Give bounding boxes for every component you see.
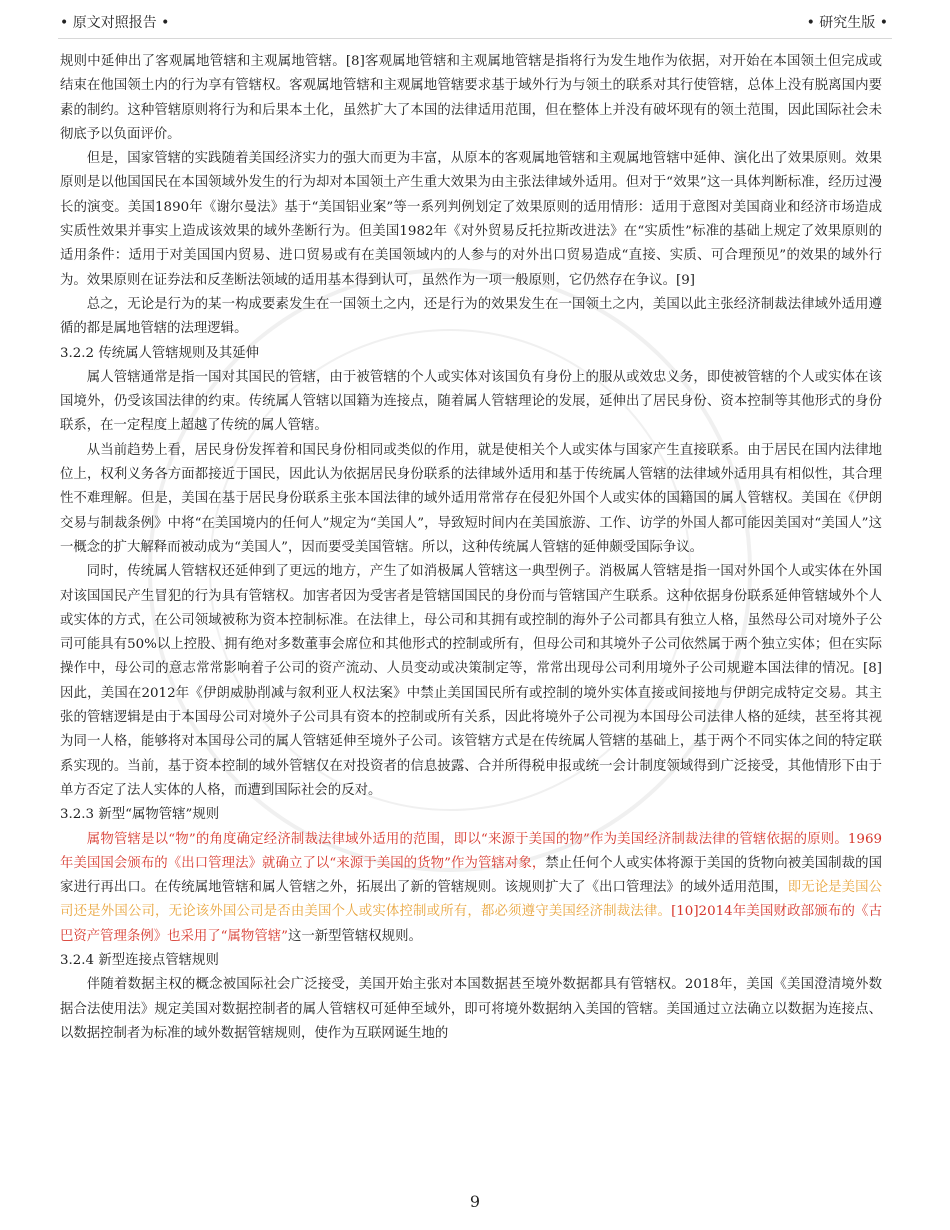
paragraph-highlighted (60, 828, 882, 949)
header-divider (58, 38, 892, 39)
report-header-left: • 原文对照报告 • (60, 15, 170, 31)
paragraph: 伴随着数据主权的概念被国际社会广泛接受，美国开始主张对本国数据甚至境外数据都具有管辖权。2018年，美国《美国澄清境外数据合法使用法》规定美国对数据控制者的属人管辖权可延伸至域外，即可将境外数据纳入美国的管辖。美国通过立法确立以数据为连接点、以数据控制者为标准的域外数据管辖规则，使作为互联网诞生地的 (60, 977, 882, 1041)
paragraph: 规则中延伸出了客观属地管辖和主观属地管辖。[8]客观属地管辖和主观属地管辖是指将行为发生地作为依据，对开始在本国领土但完成或结束在他国领土内的行为享有管辖权。客观属地管辖和主观属地管辖要求基于域外行为与领土的联系对其行使管辖，总体上没有脱离国内要素的制约。这种管辖原则将行为和后果本土化，虽然扩大了本国的法律适用范围，但在整体上并没有破坏现有的领土范围，因此国际社会未彻底予以负面评价。 (60, 54, 882, 142)
section-heading-3-2-2: 3.2.2 传统属人管辖规则及其延伸 (60, 345, 260, 361)
paragraph: 总之，无论是行为的某一构成要素发生在一国领土之内，还是行为的效果发生在一国领土之内，美国以此主张经济制裁法律域外适用遵循的都是属地管辖的法理逻辑。 (60, 296, 882, 337)
paragraph: 同时，传统属人管辖权还延伸到了更远的地方，产生了如消极属人管辖这一典型例子。消极属人管辖是指一国对外国个人或实体在外国对该国国民产生冒犯的行为具有管辖权。加害者因为受害者是管辖国国民的身份而与管辖国产生联系。这种依据身份联系延伸管辖域外个人或实体的方式，在公司领域被称为资本控制标准。在法律上，母公司和其拥有或控制的海外子公司都具有独立人格，虽然母公司对境外子公司可能具有50%以上控股、拥有绝对多数董事会席位和其他形式的控制或所有，但母公司和其境外子公司依然属于两个独立实体；但在实际操作中，母公司的意志常常影响着子公司的资产流动、人员变动或决策制定等，常常出现母公司利用境外子公司规避本国法律的情况。[8]因此，美国在2012年《伊朗威胁削减与叙利亚人权法案》中禁止美国国民所有或控制的境外实体直接或间接地与伊朗完成特定交易。其主张的管辖逻辑是由于本国母公司对境外子公司具有资本的控制或所有关系，因此将境外子公司视为本国母公司法律人格的延续，甚至将其视为同一人格，能够将对本国母公司的属人管辖延伸至境外子公司。该管辖方式是在传统属人管辖的基础上，基于两个不同实体之间的特定联系实现的。当前，基于资本控制的域外管辖仅在对投资者的信息披露、合并所得税申报或统一会计制度领域得到广泛接受，其他情形下由于单方否定了法人实体的人格，而遭到国际社会的反对。 (60, 564, 882, 798)
section-heading-3-2-4: 3.2.4 新型连接点管辖规则 (60, 952, 219, 968)
paragraph: 从当前趋势上看，居民身份发挥着和国民身份相同或类似的作用，就是使相关个人或实体与国家产生直接联系。由于居民在国内法律地位上，权利义务各方面都接近于国民，因此认为依据居民身份联系的法律域外适用和基于传统属人管辖的法律域外适用具有相似性，其合理性不难理解。但是，美国在基于居民身份联系主张本国法律的域外适用常常存在侵犯外国个人或实体的国籍国的属人管辖权。美国在《伊朗交易与制裁条例》中将“在美国境内的任何人”规定为“美国人”，导致短时间内在美国旅游、工作、访学的外国人都可能因美国对“美国人”这一概念的扩大解释而被动成为“美国人”，因而要受美国管辖。所以，这种传统属人管辖的延伸颇受国际争议。 (60, 442, 882, 555)
paragraph: 但是，国家管辖的实践随着美国经济实力的强大而更为丰富，从原本的客观属地管辖和主观属地管辖中延伸、演化出了效果原则。效果原则是以他国国民在本国领域外发生的行为却对本国领土产生重大效果为由主张法律域外适用。但对于“效果”这一具体判断标准，经历过漫长的演变。美国1890年《谢尔曼法》基于“美国铝业案”等一系列判例划定了效果原则的适用情形：适用于意图对美国商业和经济市场造成实质性效果并事实上造成该效果的域外垄断行为。但美国1982年《对外贸易反托拉斯改进法》在“实质性”标准的基础上规定了效果原则的适用条件：适用于对美国国内贸易、进口贸易或有在美国领域内的人参与的对外出口贸易造成“直接、实质、可合理预见”的效果的域外行为。效果原则在证券法和反垄断法领域的适用基本得到认可，虽然作为一项一般原则，它仍然存在争议。[9] (60, 151, 882, 288)
page-number: 9 (469, 1192, 481, 1211)
highlight-orange-text: 即无论是美国公司还是外国公司，无论该外国公司是否由美国个人或实体控制或所有，都必须遵守美国经济制裁法律。 (60, 880, 883, 920)
document-body (60, 50, 882, 1046)
section-heading-3-2-3: 3.2.3 新型“属物管辖”规则 (60, 807, 220, 823)
plain-text: 这一新型管辖权规则。 (287, 928, 422, 944)
highlight-red-text: 属物管辖是以“物”的角度确定经济制裁法律域外适用的范围，即以“来源于美国的物”作为美国经济制裁法律的管辖依据的原则。1969年美国国会颁布的《出口管理法》就确立了以“来源于美国的货物”作为管辖对象， (60, 831, 882, 871)
plain-text: 禁止任何个人或实体将源于美国的货物向被美国制裁的国家进行再出口。在传统属地管辖和属人管辖之外，拓展出了新的管辖规则。该规则扩大了《出口管理法》的域外适用范围， (60, 855, 882, 896)
paragraph: 属人管辖通常是指一国对其国民的管辖，由于被管辖的个人或实体对该国负有身份上的服从或效忠义务，即使被管辖的个人或实体在该国境外，仍受该国法律的约束。传统属人管辖以国籍为连接点，随着属人管辖理论的发展，延伸出了居民身份、资本控制等其他形式的身份联系，在一定程度上超越了传统的属人管辖。 (60, 369, 882, 434)
report-header-right: • 研究生版 • (806, 15, 888, 31)
highlight-red-text: [10]2014年美国财政部颁布的《古巴资产管理条例》也采用了“属物管辖” (60, 904, 882, 944)
